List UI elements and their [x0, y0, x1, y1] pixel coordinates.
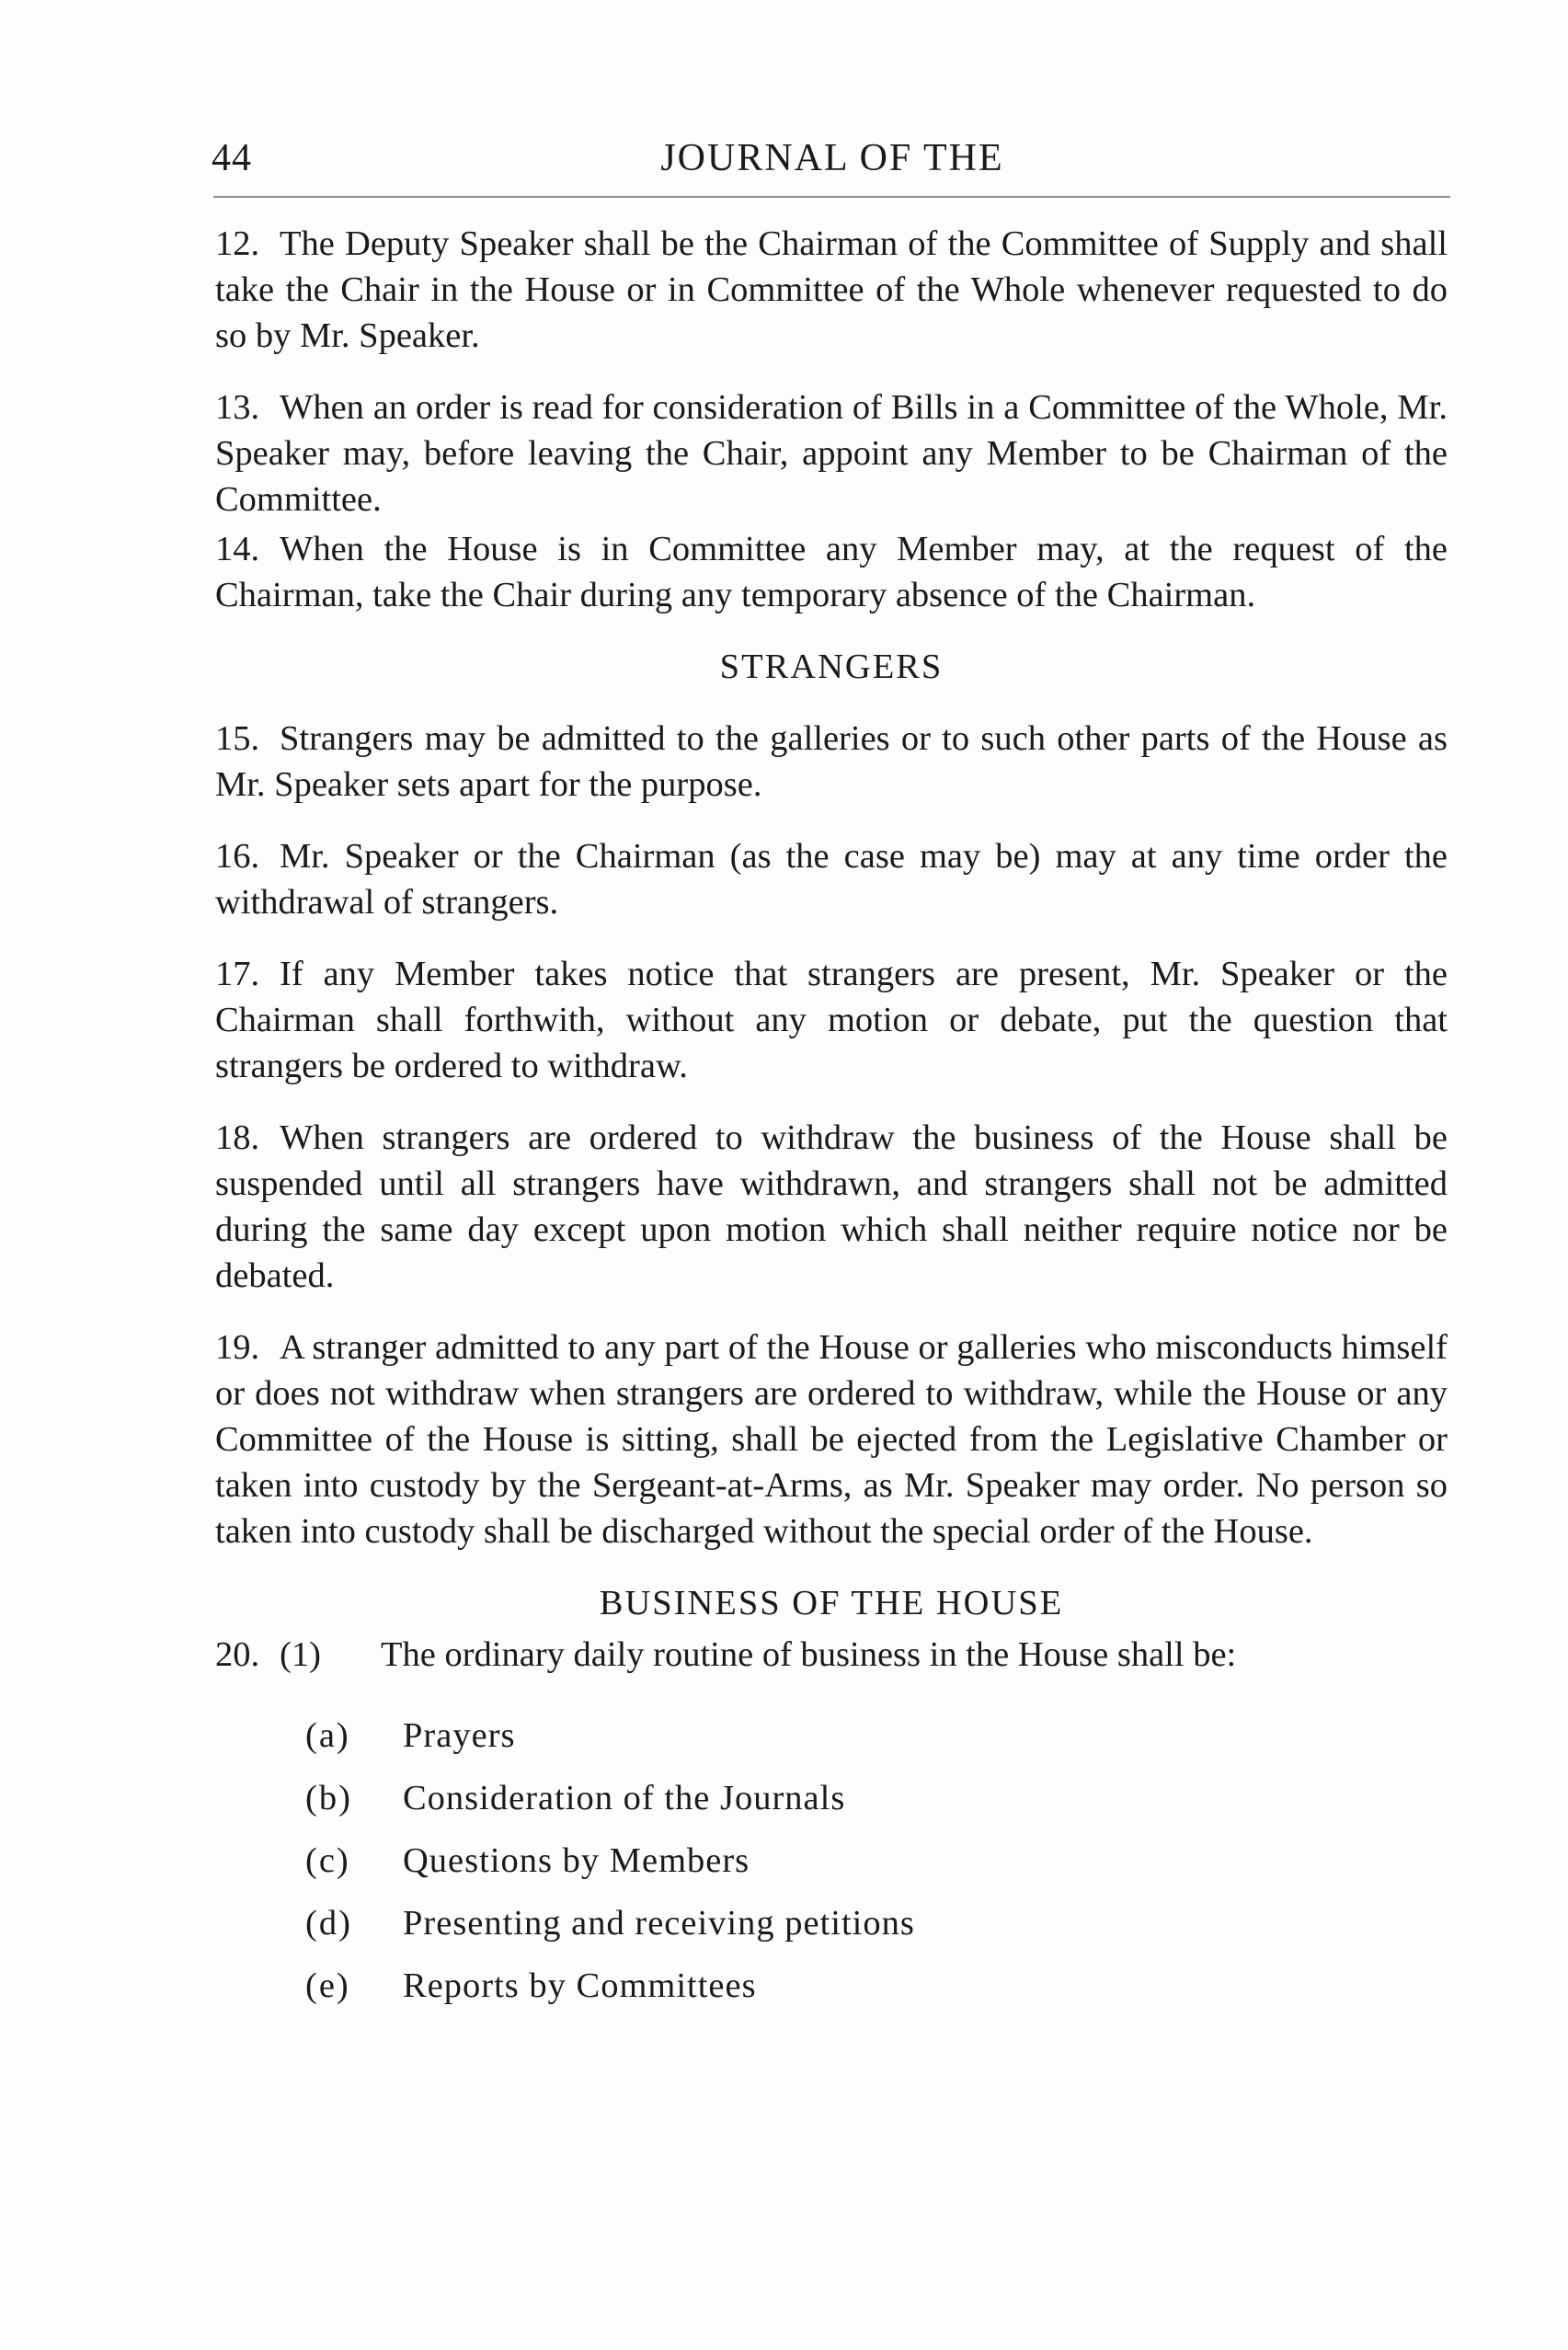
list-item	[215, 1963, 1448, 2025]
paragraph-text: Mr. Speaker or the Chairman (as the case may be) may at any time order the withdrawal of strangers.	[215, 837, 1448, 922]
paragraph-number: 20.	[215, 1635, 260, 1674]
running-header	[212, 136, 1453, 188]
paragraph-number: 15.	[215, 719, 260, 758]
paragraph-16	[215, 833, 1448, 925]
page-body	[215, 221, 1448, 2025]
paragraph-text: When strangers are ordered to withdraw the business of the House shall be suspended until all strangers have withdrawn, and strangers shall not be admitted during the same day except upon motion which shall neither require notice nor be debated.	[215, 1118, 1448, 1295]
paragraph-text: The ordinary daily routine of business in the House shall be:	[381, 1635, 1237, 1674]
paragraph-number: 19.	[215, 1328, 260, 1367]
page-number: 44	[212, 137, 252, 179]
paragraph-number: 13.	[215, 388, 260, 427]
list-item-label: (c)	[305, 1841, 350, 1880]
paragraph-number: 17.	[215, 955, 260, 993]
paragraph-15	[215, 716, 1448, 808]
paragraph-13	[215, 384, 1448, 522]
list-item-label: (d)	[305, 1904, 352, 1943]
list-item-text: Consideration of the Journals	[403, 1779, 846, 1817]
paragraph-text: When the House is in Committee any Member may, at the request of the Chairman, take the Chair during any temporary absence of the Chairman.	[215, 530, 1448, 614]
list-item	[215, 1838, 1448, 1900]
subparagraph-number: (1)	[280, 1635, 321, 1674]
paragraph-text: The Deputy Speaker shall be the Chairman of the Committee of Supply and shall take the Chair in the House or in Committee of the Whole whenever requested to do so by Mr. Speaker.	[215, 224, 1448, 355]
list-item	[215, 1900, 1448, 1963]
paragraph-17	[215, 951, 1448, 1089]
paragraph-text: If any Member takes notice that strangers are present, Mr. Speaker or the Chairman shall forthwith, without any motion or debate, put the question that strangers be ordered to withdraw.	[215, 955, 1448, 1085]
list-item-text: Prayers	[403, 1716, 516, 1755]
routine-list	[215, 1713, 1448, 2025]
paragraph-14	[215, 526, 1448, 618]
paragraph-number: 18.	[215, 1118, 260, 1157]
list-item	[215, 1713, 1448, 1775]
section-heading-business: BUSINESS OF THE HOUSE	[599, 1584, 1064, 1622]
section-heading-strangers: STRANGERS	[719, 648, 944, 686]
list-item-label: (b)	[305, 1779, 352, 1817]
list-item-label: (e)	[305, 1966, 350, 2005]
paragraph-12	[215, 221, 1448, 359]
paragraph-18	[215, 1115, 1448, 1299]
paragraph-20	[215, 1632, 1448, 1678]
list-item-text: Questions by Members	[403, 1841, 750, 1880]
list-item-text: Presenting and receiving petitions	[403, 1904, 915, 1943]
list-item-text: Reports by Committees	[403, 1966, 757, 2005]
list-item-label: (a)	[305, 1716, 350, 1755]
paragraph-19	[215, 1324, 1448, 1554]
list-item	[215, 1775, 1448, 1838]
paragraph-number: 12.	[215, 224, 260, 263]
header-rule	[213, 196, 1450, 198]
paragraph-text: A stranger admitted to any part of the House or galleries who misconducts himself or does not withdraw when strangers are ordered to withdraw, while the House or any Committee of the House is sitting, shall be ejected from the Legislative Chamber or taken into custody by the Sergeant-at-Arms, as Mr. Speaker may order. No person so taken into custody shall be discharged without the special order of the House.	[215, 1328, 1448, 1551]
paragraph-number: 14.	[215, 530, 260, 568]
running-title: JOURNAL OF THE	[660, 137, 1004, 179]
paragraph-text: When an order is read for consideration of Bills in a Committee of the Whole, Mr. Speaker may, before leaving the Chair, appoint any Member to be Chairman of the Committee.	[215, 388, 1448, 519]
paragraph-number: 16.	[215, 837, 260, 876]
paragraph-text: Strangers may be admitted to the galleries or to such other parts of the House as Mr. Speaker sets apart for the purpose.	[215, 719, 1448, 804]
